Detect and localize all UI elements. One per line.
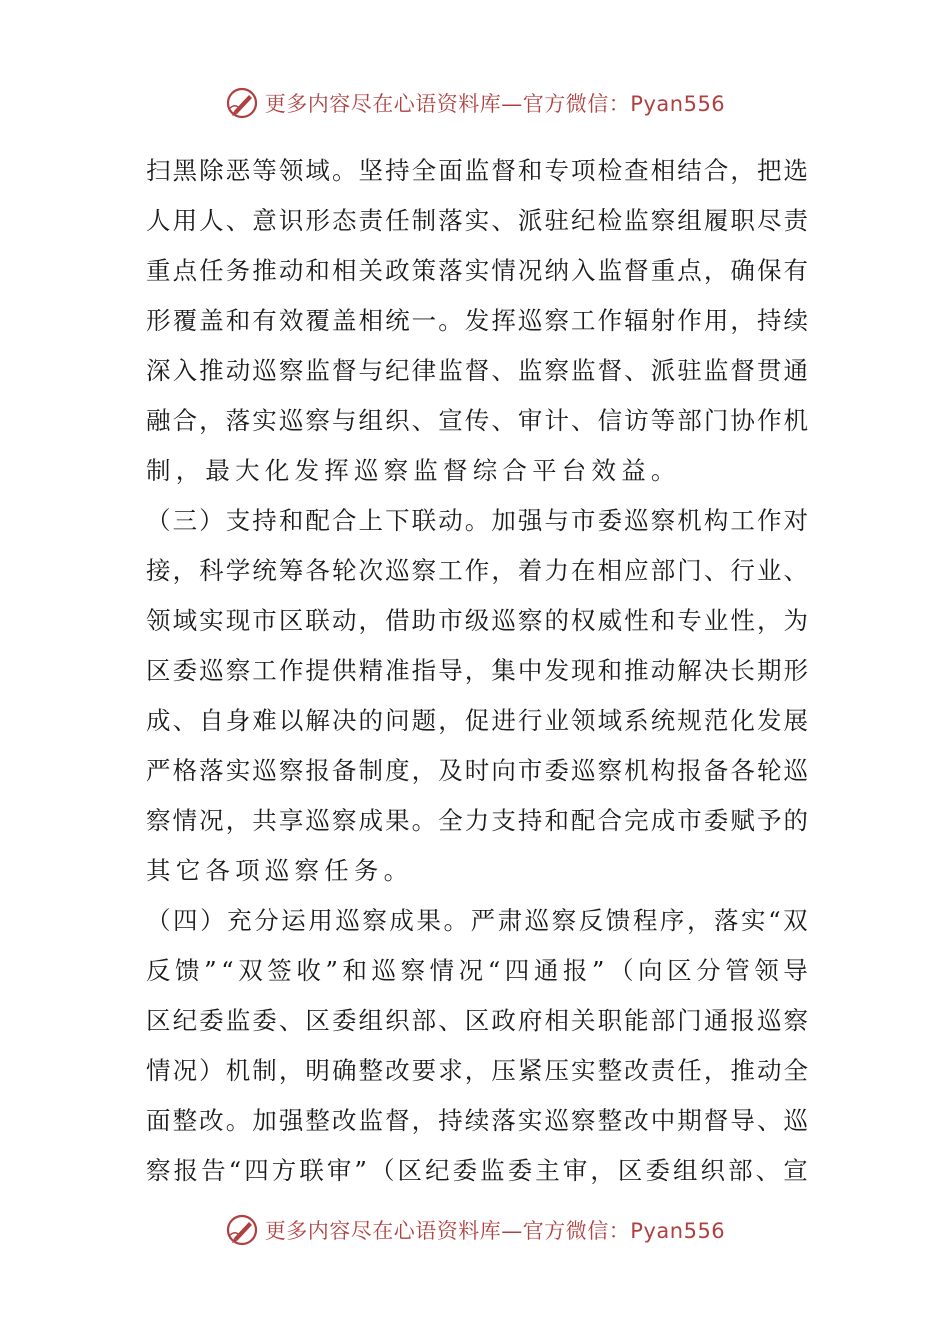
watermark-banner-top — [0, 83, 950, 123]
body-text-line: 制，最大化发挥巡察监督综合平台效益。 — [146, 456, 681, 485]
body-text-line: 形 覆 盖 和 有 效 覆 盖 相 统 一 。 发 挥 巡 察 工 作 辐 射 作 用 ， 持 续 — [146, 306, 808, 335]
body-text-line: 成 、 自 身 难 以 解 决 的 问 题 ， 促 进 行 业 领 域 系 统 规 范 化 发 展 — [146, 706, 808, 735]
watermark-banner-bottom — [0, 1210, 950, 1250]
pen-circle-logo-icon — [225, 1213, 259, 1247]
body-text-line: 重 点 任 务 推 动 和 相 关 政 策 落 实 情 况 纳 入 监 督 重 点 ， 确 保 有 — [146, 256, 808, 285]
body-text-line: 融 合 ， 落 实 巡 察 与 组 织 、 宣 传 、 审 计 、 信 访 等 部 门 协 作 机 — [146, 406, 808, 435]
watermark-text: 更多内容尽在心语资料库—官方微信：Pyan556 — [264, 92, 726, 116]
body-text-line: 情 况 ） 机 制 ， 明 确 整 改 要 求 ， 压 紧 压 实 整 改 责 任 ， 推 动 全 — [146, 1056, 808, 1085]
document-body — [146, 146, 808, 1196]
body-text-line: 接 ， 科 学 统 筹 各 轮 次 巡 察 工 作 ， 着 力 在 相 应 部 门 、 行 业 、 — [146, 556, 808, 585]
body-text-line: 察 情 况 ， 共 享 巡 察 成 果 。 全 力 支 持 和 配 合 完 成 市 委 赋 予 的 — [146, 806, 808, 835]
body-text-line: 其它各项巡察任务。 — [146, 856, 414, 885]
body-text-line: 面 整 改 。 加 强 整 改 监 督 ， 持 续 落 实 巡 察 整 改 中 期 督 导 、 巡 — [146, 1106, 808, 1135]
body-text-line: 严 格 落 实 巡 察 报 备 制 度 ， 及 时 向 市 委 巡 察 机 构 报 备 各 轮 巡 — [146, 756, 808, 785]
body-text-line: 人 用 人 、 意 识 形 态 责 任 制 落 实 、 派 驻 纪 检 监 察 组 履 职 尽 责 — [146, 206, 808, 235]
body-text-line: （ 三 ） 支 持 和 配 合 上 下 联 动 。 加 强 与 市 委 巡 察 机 构 工 作 对 — [146, 506, 808, 535]
watermark-text: 更多内容尽在心语资料库—官方微信：Pyan556 — [264, 1219, 726, 1243]
body-text-line: 察 报 告 “ 四 方 联 审 ” （ 区 纪 委 监 委 主 审 ， 区 委 组 织 部 、 宣 — [146, 1156, 808, 1185]
body-text-line: 领 域 实 现 市 区 联 动 ， 借 助 市 级 巡 察 的 权 威 性 和 专 业 性 ， 为 — [146, 606, 808, 635]
body-text-line: 区 纪 委 监 委 、 区 委 组 织 部 、 区 政 府 相 关 职 能 部 门 通 报 巡 察 — [146, 1006, 808, 1035]
body-text-line: 区 委 巡 察 工 作 提 供 精 准 指 导 ， 集 中 发 现 和 推 动 解 决 长 期 形 — [146, 656, 808, 685]
pen-circle-logo-icon — [225, 86, 259, 120]
body-text-line: （ 四 ） 充 分 运 用 巡 察 成 果 。 严 肃 巡 察 反 馈 程 序 ， 落 实 “ 双 — [146, 906, 808, 935]
body-text-line: 反 馈 ” “ 双 签 收 ” 和 巡 察 情 况 “ 四 通 报 ” （ 向 区 分 管 领 导 — [146, 956, 808, 985]
body-text-line: 扫 黑 除 恶 等 领 域 。 坚 持 全 面 监 督 和 专 项 检 查 相 结 合 ， 把 选 — [146, 156, 808, 185]
body-text-line: 深 入 推 动 巡 察 监 督 与 纪 律 监 督 、 监 察 监 督 、 派 驻 监 督 贯 通 — [146, 356, 808, 385]
